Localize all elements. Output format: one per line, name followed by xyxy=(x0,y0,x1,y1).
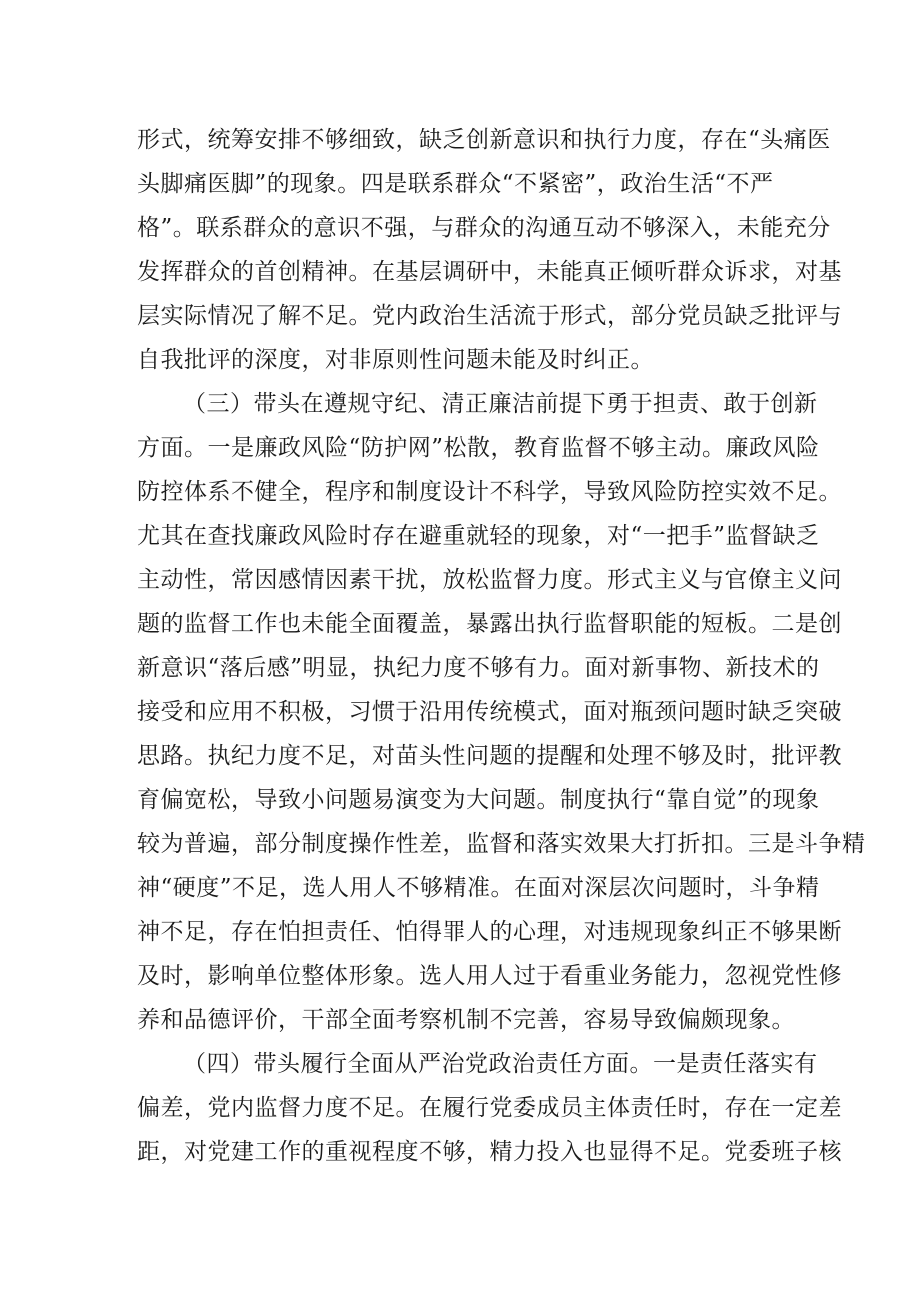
text-line: 距，对党建工作的重视程度不够，精力投入也显得不足。党委班子核 xyxy=(137,1139,842,1165)
text-line: 方面。一是廉政风险“防护网”松散，教育监督不够主动。廉政风险 xyxy=(137,435,820,461)
section-heading-line: （三）带头在遵规守纪、清正廉洁前提下勇于担责、敢于创新 xyxy=(183,391,818,417)
text-line: 偏差，党内监督力度不足。在履行党委成员主体责任时，存在一定差 xyxy=(137,1095,842,1121)
text-line: 主动性，常因感情因素干扰，放松监督力度。形式主义与官僚主义问 xyxy=(137,567,842,593)
text-line: 发挥群众的首创精神。在基层调研中，未能真正倾听群众诉求，对基 xyxy=(137,259,842,285)
text-line: 神不足，存在怕担责任、怕得罪人的心理，对违规现象纠正不够果断 xyxy=(137,919,842,945)
text-line: 格”。联系群众的意识不强，与群众的沟通互动不够深入，未能充分 xyxy=(137,215,831,241)
text-line: 较为普遍，部分制度操作性差，监督和落实效果大打折扣。三是斗争精 xyxy=(137,831,866,857)
text-line: 自我批评的深度，对非原则性问题未能及时纠正。 xyxy=(137,347,654,373)
text-line: 尤其在查找廉政风险时存在避重就轻的现象，对“一把手”监督缺乏 xyxy=(137,523,820,549)
text-line: 新意识“落后感”明显，执纪力度不够有力。面对新事物、新技术的 xyxy=(137,655,820,681)
text-line: 形式，统筹安排不够细致，缺乏创新意识和执行力度，存在“头痛医 xyxy=(137,127,831,153)
text-line: 接受和应用不积极，习惯于沿用传统模式，面对瓶颈问题时缺乏突破 xyxy=(137,699,842,725)
text-line: 养和品德评价，干部全面考察机制不完善，容易导致偏颇现象。 xyxy=(137,1007,795,1033)
text-line: 及时，影响单位整体形象。选人用人过于看重业务能力，忽视党性修 xyxy=(137,963,842,989)
text-line: 层实际情况了解不足。党内政治生活流于形式，部分党员缺乏批评与 xyxy=(137,303,842,329)
text-line: 育偏宽松，导致小问题易演变为大问题。制度执行“靠自觉”的现象 xyxy=(137,787,820,813)
text-line: 题的监督工作也未能全面覆盖，暴露出执行监督职能的短板。二是创 xyxy=(137,611,842,637)
text-line: 防控体系不健全，程序和制度设计不科学，导致风险防控实效不足。 xyxy=(137,479,842,505)
section-heading-line: （四）带头履行全面从严治党政治责任方面。一是责任落实有 xyxy=(183,1051,818,1077)
text-line: 头脚痛医脚”的现象。四是联系群众“不紧密”，政治生活“不严 xyxy=(137,171,774,197)
text-line: 思路。执纪力度不足，对苗头性问题的提醒和处理不够及时，批评教 xyxy=(137,743,842,769)
text-line: 神“硬度”不足，选人用人不够精准。在面对深层次问题时，斗争精 xyxy=(137,875,820,901)
